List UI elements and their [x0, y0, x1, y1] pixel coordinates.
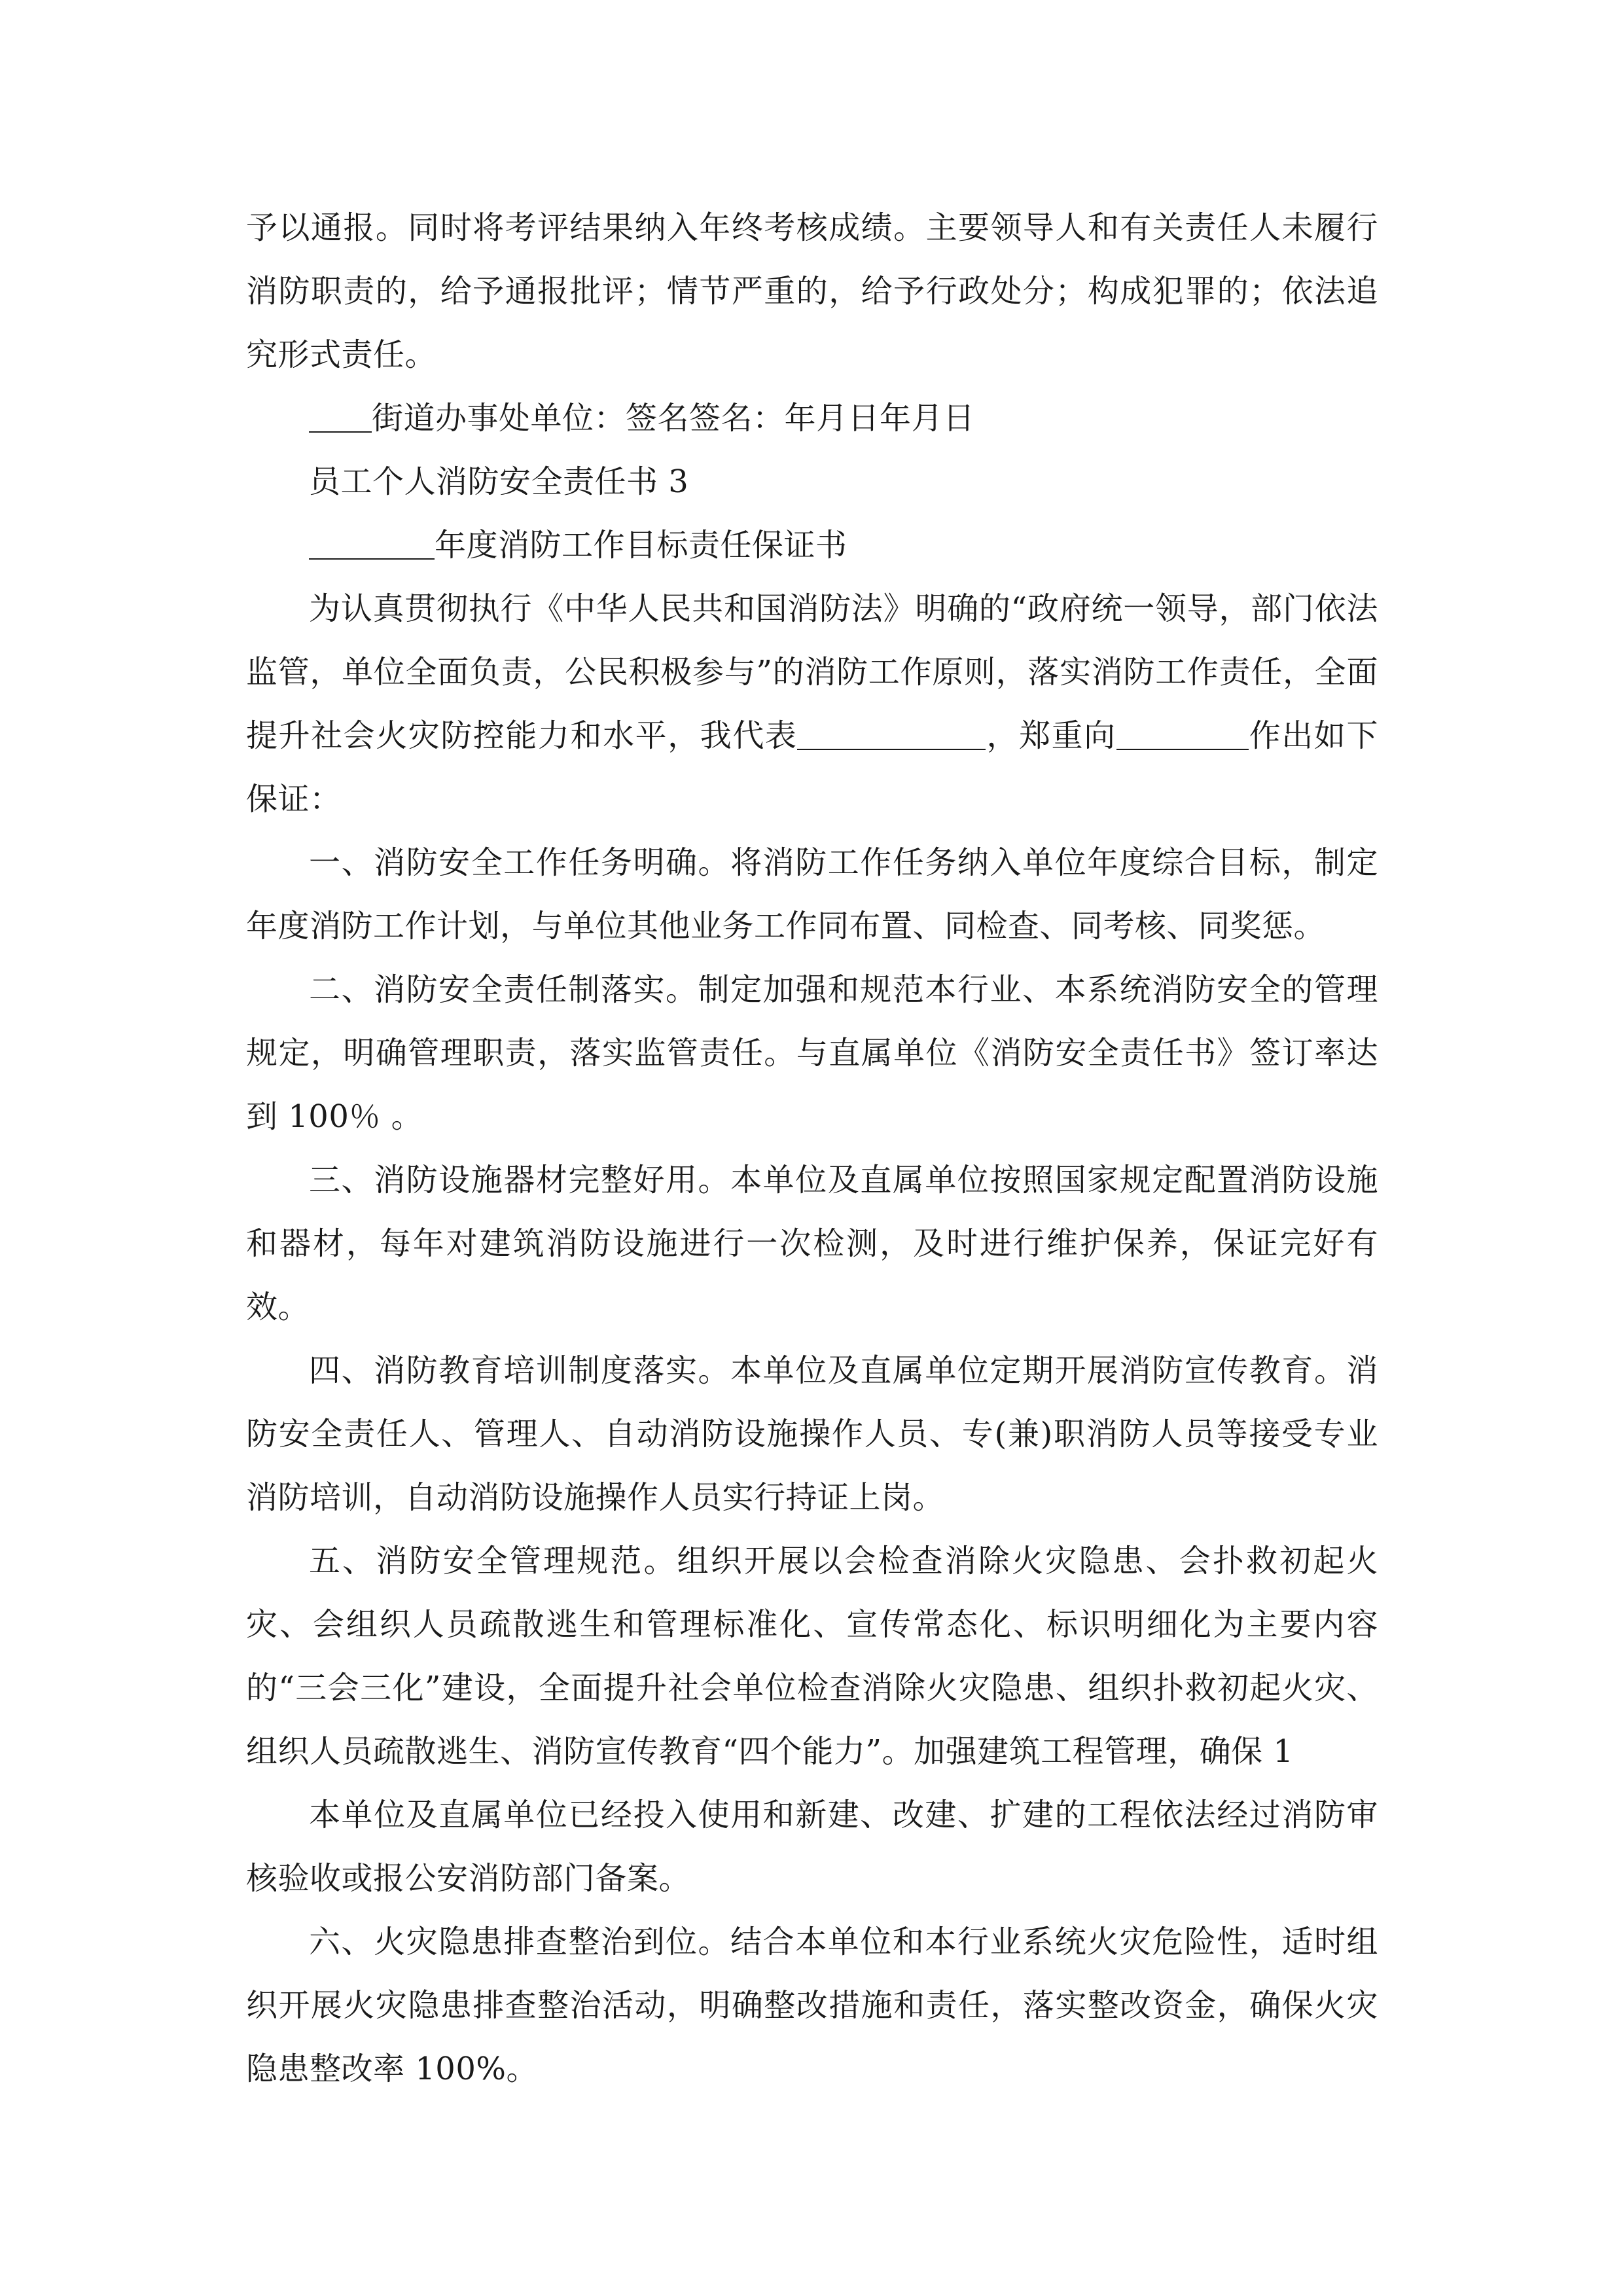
- paragraph-item-2: 二、消防安全责任制落实。制定加强和规范本行业、本系统消防安全的管理规定，明确管理职责，落实监管责任。与直属单位《消防安全责任书》签订率达到 100％ 。: [246, 971, 1378, 1135]
- paragraph-notification: 予以通报。同时将考评结果纳入年终考核成绩。主要领导人和有关责任人未履行消防职责的，给予通报批评；情节严重的，给予行政处分；构成犯罪的；依法追究形式责任。: [246, 209, 1378, 373]
- blank-line: [797, 717, 986, 750]
- paragraph-item-3: 三、消防设施器材完整好用。本单位及直属单位按照国家规定配置消防设施和器材，每年对建筑消防设施进行一次检测，及时进行维护保养，保证完好有效。: [246, 1162, 1378, 1325]
- pledge-intro-text: 作出如下保证：: [246, 717, 1378, 817]
- paragraph-item-6: 六、火灾隐患排查整治到位。结合本单位和本行业系统火灾危险性，适时组织开展火灾隐患排查整治活动，明确整改措施和责任，落实整改资金，确保火灾隐患整改率 100%。: [246, 1924, 1378, 2087]
- paragraph-item-1: 一、消防安全工作任务明确。将消防工作任务纳入单位年度综合目标，制定年度消防工作计划，与单位其他业务工作同布置、同检查、同考核、同奖惩。: [246, 844, 1378, 944]
- section-heading: 员工个人消防安全责任书 3: [309, 463, 689, 500]
- pledge-intro-text: ，郑重向: [986, 717, 1116, 754]
- paragraph-pledge-intro: [246, 577, 1378, 831]
- document-title: [246, 514, 1378, 577]
- blank-line: [309, 400, 372, 433]
- blank-line: [1116, 717, 1249, 750]
- document-title-text: 年度消防工作目标责任保证书: [435, 527, 847, 564]
- paragraph-signature-line: [246, 387, 1378, 450]
- paragraph-item-5-continued: 本单位及直属单位已经投入使用和新建、改建、扩建的工程依法经过消防审核验收或报公安消防部门备案。: [246, 1797, 1378, 1897]
- document-body: [246, 196, 1378, 2101]
- pledge-intro-text: 为认真贯彻执行《中华人民共和国消防法》明确的“政府统一领导，部门依法监管，单位全面负责，公民积极参与”的消防工作原则，落实消防工作责任，全面提升社会火灾防控能力和水平，我代表: [246, 590, 1378, 754]
- signature-line-text: 街道办事处单位：签名签名：年月日年月日: [372, 400, 975, 437]
- paragraph-item-5: 五、消防安全管理规范。组织开展以会检查消除火灾隐患、会扑救初起火灾、会组织人员疏散逃生和管理标准化、宣传常态化、标识明细化为主要内容的“三会三化”建设，全面提升社会单位检查消除火灾隐患、组织扑救初起火灾、组织人员疏散逃生、消防宣传教育“四个能力”。加强建筑工程管理，确保 1: [246, 1543, 1378, 1770]
- blank-line: [309, 527, 435, 560]
- paragraph-item-4: 四、消防教育培训制度落实。本单位及直属单位定期开展消防宣传教育。消防安全责任人、管理人、自动消防设施操作人员、专(兼)职消防人员等接受专业消防培训，自动消防设施操作人员实行持证上岗。: [246, 1352, 1378, 1516]
